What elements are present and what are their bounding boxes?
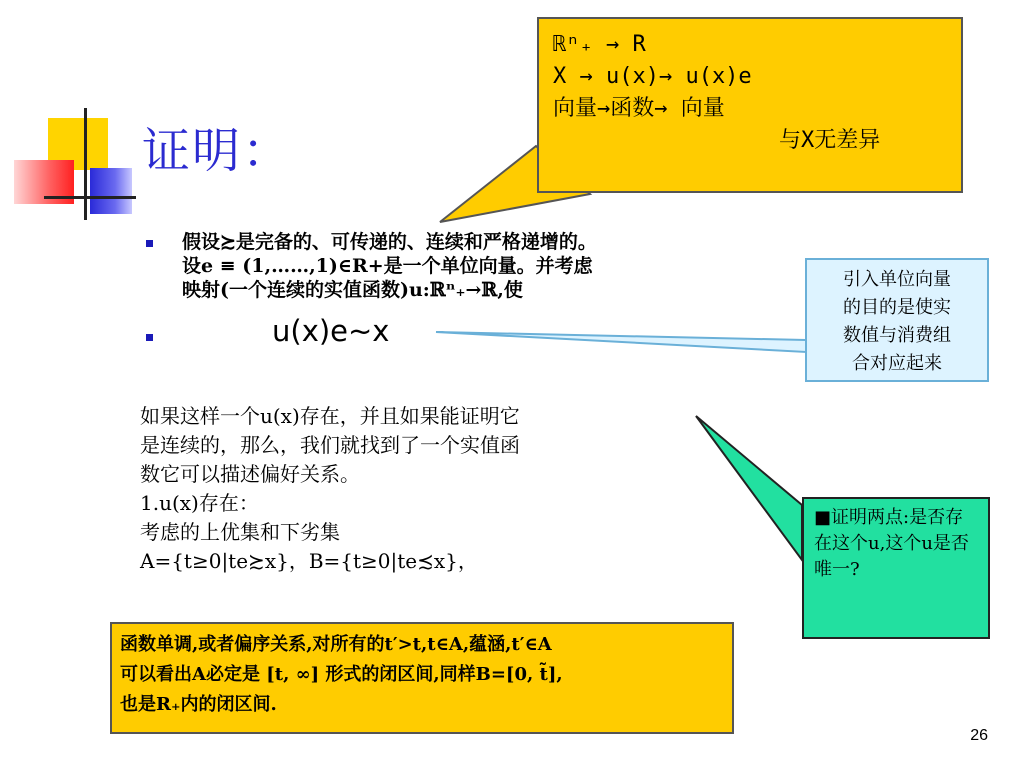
green-callout	[802, 497, 990, 639]
body-line-3: 数它可以描述偏好关系。	[140, 462, 360, 486]
right-callout-line-4: 合对应起来	[852, 353, 942, 374]
bullet-1-line-2: 设e ≡ (1,……,1)∈R+是一个单位向量。并考虑	[182, 255, 593, 277]
body-text	[140, 402, 710, 576]
right-callout-line-3: 数值与消费组	[843, 325, 951, 346]
slide-title: 证明：	[142, 123, 293, 179]
right-callout	[805, 258, 989, 382]
bullet-1-line-3: 映射(一个连续的实值函数)u:ℝⁿ₊→ℝ,使	[182, 279, 523, 301]
callout-line-4: 与X无差异	[779, 128, 881, 153]
top-callout	[537, 17, 963, 193]
body-line-2: 是连续的，那么，我们就找到了一个实值函	[140, 433, 520, 457]
bullet-1-text	[182, 230, 762, 302]
bottom-box-line-1: 函数单调,或者偏序关系,对所有的t′>t,t∈A,蕴涵,t′∈A	[120, 634, 552, 655]
right-callout-tail	[436, 332, 806, 352]
formula-u-x-e: u(x)e~x	[272, 314, 390, 348]
bottom-box-line-3: 也是R₊内的闭区间.	[120, 694, 277, 715]
bullet-marker-2	[146, 334, 153, 341]
callout-line-3: 向量→函数→ 向量	[553, 96, 725, 121]
callout-line-1: ℝⁿ₊ → R	[553, 32, 646, 57]
bottom-box-line-2: 可以看出A必定是 [t, ∞] 形式的闭区间,同样B=[0, t̃],	[120, 664, 563, 685]
right-callout-line-2: 的目的是使实	[843, 297, 951, 318]
green-callout-tail	[696, 416, 802, 560]
callout-line-2: X → u(x)→ u(x)e	[553, 64, 752, 89]
body-line-5: 考虑的上优集和下劣集	[140, 520, 340, 544]
green-callout-text: ■证明两点:是否存在这个u,这个u是否唯一?	[814, 507, 969, 580]
bottom-box	[110, 622, 734, 734]
body-line-4: 1.u(x)存在：	[140, 491, 259, 515]
body-line-1: 如果这样一个u(x)存在，并且如果能证明它	[140, 404, 520, 428]
bullet-1-line-1: 假设≿是完备的、可传递的、连续和严格递增的。	[182, 231, 597, 253]
body-line-6: A={t≥0|te≿x}，B={t≥0|te≾x}，	[140, 549, 478, 573]
right-callout-line-1: 引入单位向量	[843, 269, 951, 290]
bullet-marker-1	[146, 240, 153, 247]
page-number: 26	[970, 727, 988, 744]
